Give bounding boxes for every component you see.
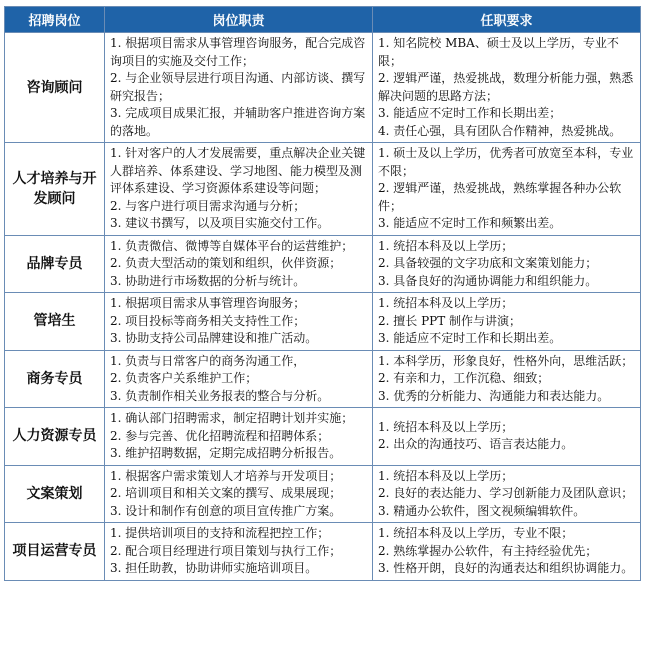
requirements-cell (373, 408, 641, 466)
requirements-cell (373, 350, 641, 408)
duty-item: 3. 负责制作相关业务报表的整合与分析。 (110, 388, 330, 403)
duty-item: 3. 协助支持公司品牌建设和推广活动。 (110, 331, 318, 345)
duty-item: 1. 确认部门招聘需求，制定招聘计划并实施； (110, 411, 354, 425)
table-body (5, 33, 641, 581)
requirements-cell (373, 465, 641, 523)
table-row (5, 143, 641, 236)
duty-item: 1. 负责微信、微博等自媒体平台的运营维护； (110, 238, 354, 253)
requirement-item: 3. 具备良好的沟通协调能力和组织能力。 (378, 273, 598, 288)
table-row (5, 465, 641, 523)
requirement-item: 3. 性格开朗，良好的沟通表达和组织协调能力。 (378, 561, 634, 575)
position-cell: 管培生 (5, 293, 105, 351)
header-requirements: 任职要求 (373, 7, 641, 33)
duty-item: 2. 参与完善、优化招聘流程和招聘体系； (110, 428, 330, 443)
requirement-item: 4. 责任心强，具有团队合作精神，热爱挑战。 (378, 123, 622, 138)
duties-cell (105, 143, 373, 236)
requirements-cell (373, 293, 641, 351)
requirements-cell (373, 143, 641, 236)
duty-item: 3. 协助进行市场数据的分析与统计。 (110, 273, 306, 288)
duties-cell (105, 350, 373, 408)
requirement-item: 1. 统招本科及以上学历，专业不限； (378, 526, 574, 540)
header-position: 招聘岗位 (5, 7, 105, 33)
table-row (5, 523, 641, 581)
duty-item: 3. 担任助教，协助讲师实施培训项目。 (110, 561, 318, 575)
duties-cell (105, 33, 373, 143)
requirements-cell (373, 523, 641, 581)
requirements-cell (373, 235, 641, 293)
requirement-item: 1. 统招本科及以上学历； (378, 419, 514, 434)
position-cell: 咨询顾问 (5, 33, 105, 143)
duty-item: 1. 根据客户需求策划人才培养与开发项目； (110, 468, 342, 483)
requirement-item: 1. 统招本科及以上学历； (378, 468, 514, 483)
duty-item: 2. 项目投标等商务相关支持性工作； (110, 313, 306, 328)
duty-item: 3. 设计和制作有创意的项目宣传推广方案。 (110, 503, 342, 518)
requirement-item: 2. 逻辑严谨，热爱挑战，数理分析能力强，熟悉解决问题的思路方法； (378, 71, 634, 103)
position-cell: 文案策划 (5, 465, 105, 523)
requirement-item: 3. 能适应不定时工作和频繁出差。 (378, 216, 562, 230)
duties-cell (105, 408, 373, 466)
position-cell: 项目运营专员 (5, 523, 105, 581)
requirement-item: 1. 统招本科及以上学历； (378, 296, 514, 310)
table-header-row (5, 7, 641, 33)
requirement-item: 2. 逻辑严谨，热爱挑战，熟练掌握各种办公软件； (378, 181, 622, 213)
table-row (5, 235, 641, 293)
position-cell: 人力资源专员 (5, 408, 105, 466)
duty-item: 3. 建议书撰写，以及项目实施交付工作。 (110, 216, 330, 230)
requirement-item: 3. 精通办公软件，图文视频编辑软件。 (378, 503, 586, 518)
position-cell: 商务专员 (5, 350, 105, 408)
requirement-item: 2. 擅长 PPT 制作与讲演； (378, 313, 522, 328)
table-row (5, 33, 641, 143)
position-cell: 品牌专员 (5, 235, 105, 293)
duty-item: 2. 负责客户关系维护工作； (110, 371, 258, 385)
requirement-item: 1. 本科学历，形象良好，性格外向，思维活跃； (378, 353, 634, 368)
requirement-item: 1. 硕士及以上学历，优秀者可放宽至本科，专业不限； (378, 146, 634, 178)
requirement-item: 2. 具备较强的文字功底和文案策划能力； (378, 256, 598, 270)
duty-item: 1. 负责与日常客户的商务沟通工作， (110, 353, 306, 368)
table-row (5, 350, 641, 408)
duty-item: 2. 负责大型活动的策划和组织，伙伴资源； (110, 256, 342, 270)
table-row (5, 293, 641, 351)
duty-item: 1. 提供培训项目的支持和流程把控工作； (110, 526, 330, 540)
duty-item: 2. 配合项目经理进行项目策划与执行工作； (110, 543, 342, 558)
table-row (5, 408, 641, 466)
position-cell: 人才培养与开发顾问 (5, 143, 105, 236)
duty-item: 2. 与客户进行项目需求沟通与分析； (110, 198, 306, 213)
duty-item: 2. 与企业领导层进行项目沟通、内部访谈、撰写研究报告； (110, 71, 366, 103)
duties-cell (105, 523, 373, 581)
requirement-item: 2. 良好的表达能力、学习创新能力及团队意识； (378, 486, 634, 500)
duties-cell (105, 235, 373, 293)
requirement-item: 3. 优秀的分析能力、沟通能力和表达能力。 (378, 388, 610, 403)
duty-item: 1. 针对客户的人才发展需要，重点解决企业关键人群培养、体系建设、学习地图、能力模型及测评体系建设、学习资源体系建设等问题； (110, 146, 366, 195)
recruitment-table (4, 6, 641, 581)
header-duties: 岗位职责 (105, 7, 373, 33)
requirement-item: 3. 能适应不定时工作和长期出差。 (378, 331, 562, 345)
duties-cell (105, 293, 373, 351)
duty-item: 1. 根据项目需求从事管理咨询服务，配合完成咨询项目的实施及交付工作； (110, 36, 366, 68)
requirement-item: 1. 统招本科及以上学历； (378, 238, 514, 253)
requirement-item: 2. 有亲和力，工作沉稳、细致； (378, 371, 550, 385)
duty-item: 1. 根据项目需求从事管理咨询服务； (110, 296, 306, 310)
duties-cell (105, 465, 373, 523)
requirement-item: 3. 能适应不定时工作和长期出差； (378, 106, 562, 120)
duty-item: 2. 培训项目和相关文案的撰写、成果展现； (110, 486, 342, 500)
recruitment-table-container (4, 6, 640, 581)
requirement-item: 1. 知名院校 MBA、硕士及以上学历，专业不限； (378, 36, 619, 68)
requirement-item: 2. 出众的沟通技巧、语言表达能力。 (378, 437, 574, 452)
requirements-cell (373, 33, 641, 143)
duty-item: 3. 维护招聘数据，定期完成招聘分析报告。 (110, 446, 342, 460)
requirement-item: 2. 熟练掌握办公软件，有主持经验优先； (378, 543, 598, 558)
duty-item: 3. 完成项目成果汇报，并辅助客户推进咨询方案的落地。 (110, 106, 366, 138)
